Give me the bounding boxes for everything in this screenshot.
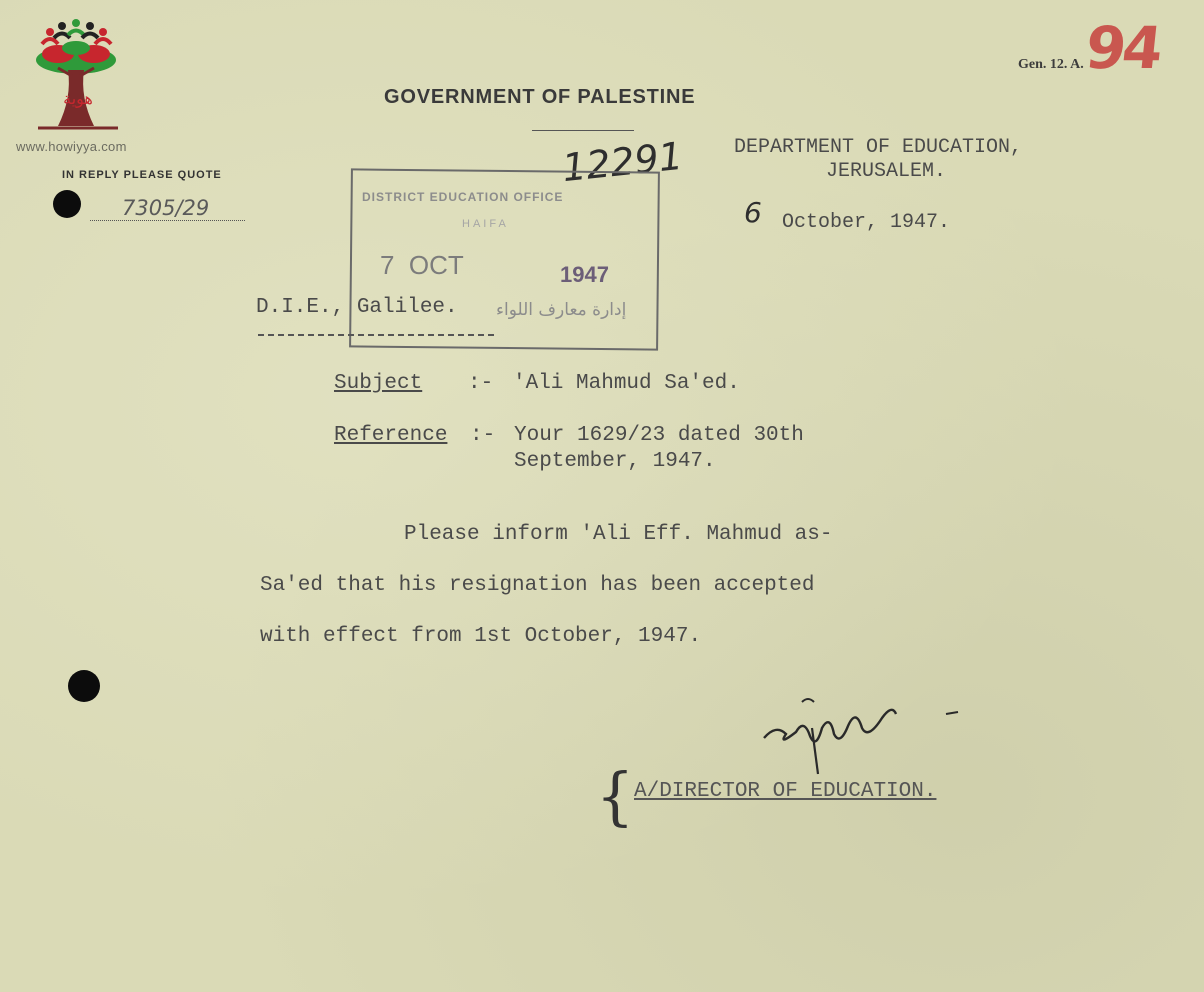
stamp-year: 1947: [560, 262, 609, 287]
reference-label: Reference: [334, 424, 448, 447]
addressee-underline: [258, 334, 494, 336]
body-line2: Sa'ed that his resignation has been accepted: [260, 574, 815, 597]
handwritten-number: 12291: [560, 133, 685, 191]
department-line1: DEPARTMENT OF EDUCATION,: [734, 136, 1023, 159]
handwritten-signature: [756, 688, 966, 778]
punch-hole: [68, 670, 100, 702]
subject-label: Subject: [334, 372, 423, 395]
signature-bracket: {: [596, 760, 635, 834]
stamp-city: HAIFA: [462, 218, 509, 230]
subject-separator: :-: [468, 372, 494, 395]
reference-line2: September, 1947.: [514, 450, 716, 473]
svg-text:هوية: هوية: [63, 89, 93, 108]
body-line1: Please inform 'Ali Eff. Mahmud as-: [404, 523, 833, 546]
watermark-url: www.howiyya.com: [16, 139, 127, 154]
stamp-date: [380, 250, 464, 281]
stamp-month: OCT: [408, 250, 464, 280]
howiyya-logo-icon: [28, 18, 128, 138]
reply-reference: 7305/29: [90, 196, 245, 221]
form-code: Gen. 12. A.: [1018, 57, 1084, 72]
stamp-day: 7: [380, 250, 395, 280]
stamp-office: DISTRICT EDUCATION OFFICE: [362, 190, 564, 204]
government-title: GOVERNMENT OF PALESTINE: [384, 86, 696, 108]
folio-number: 94: [1082, 14, 1163, 82]
letter-date: October, 1947.: [782, 211, 951, 234]
punch-hole: [53, 190, 81, 218]
reference-line1: Your 1629/23 dated 30th: [514, 424, 804, 447]
handwritten-day: 6: [744, 196, 762, 229]
reply-label: IN REPLY PLEASE QUOTE: [62, 169, 222, 181]
title-rule: [532, 130, 634, 131]
body-line3: with effect from 1st October, 1947.: [260, 625, 702, 648]
addressee: D.I.E., Galilee.: [256, 296, 458, 319]
subject-value: 'Ali Mahmud Sa'ed.: [513, 372, 740, 395]
signer-title: A/DIRECTOR OF EDUCATION.: [634, 780, 937, 803]
reference-separator: :-: [470, 424, 496, 447]
stamp-arabic-text: إدارة معارف اللواء: [496, 300, 627, 320]
department-line2: JERUSALEM.: [826, 160, 947, 183]
